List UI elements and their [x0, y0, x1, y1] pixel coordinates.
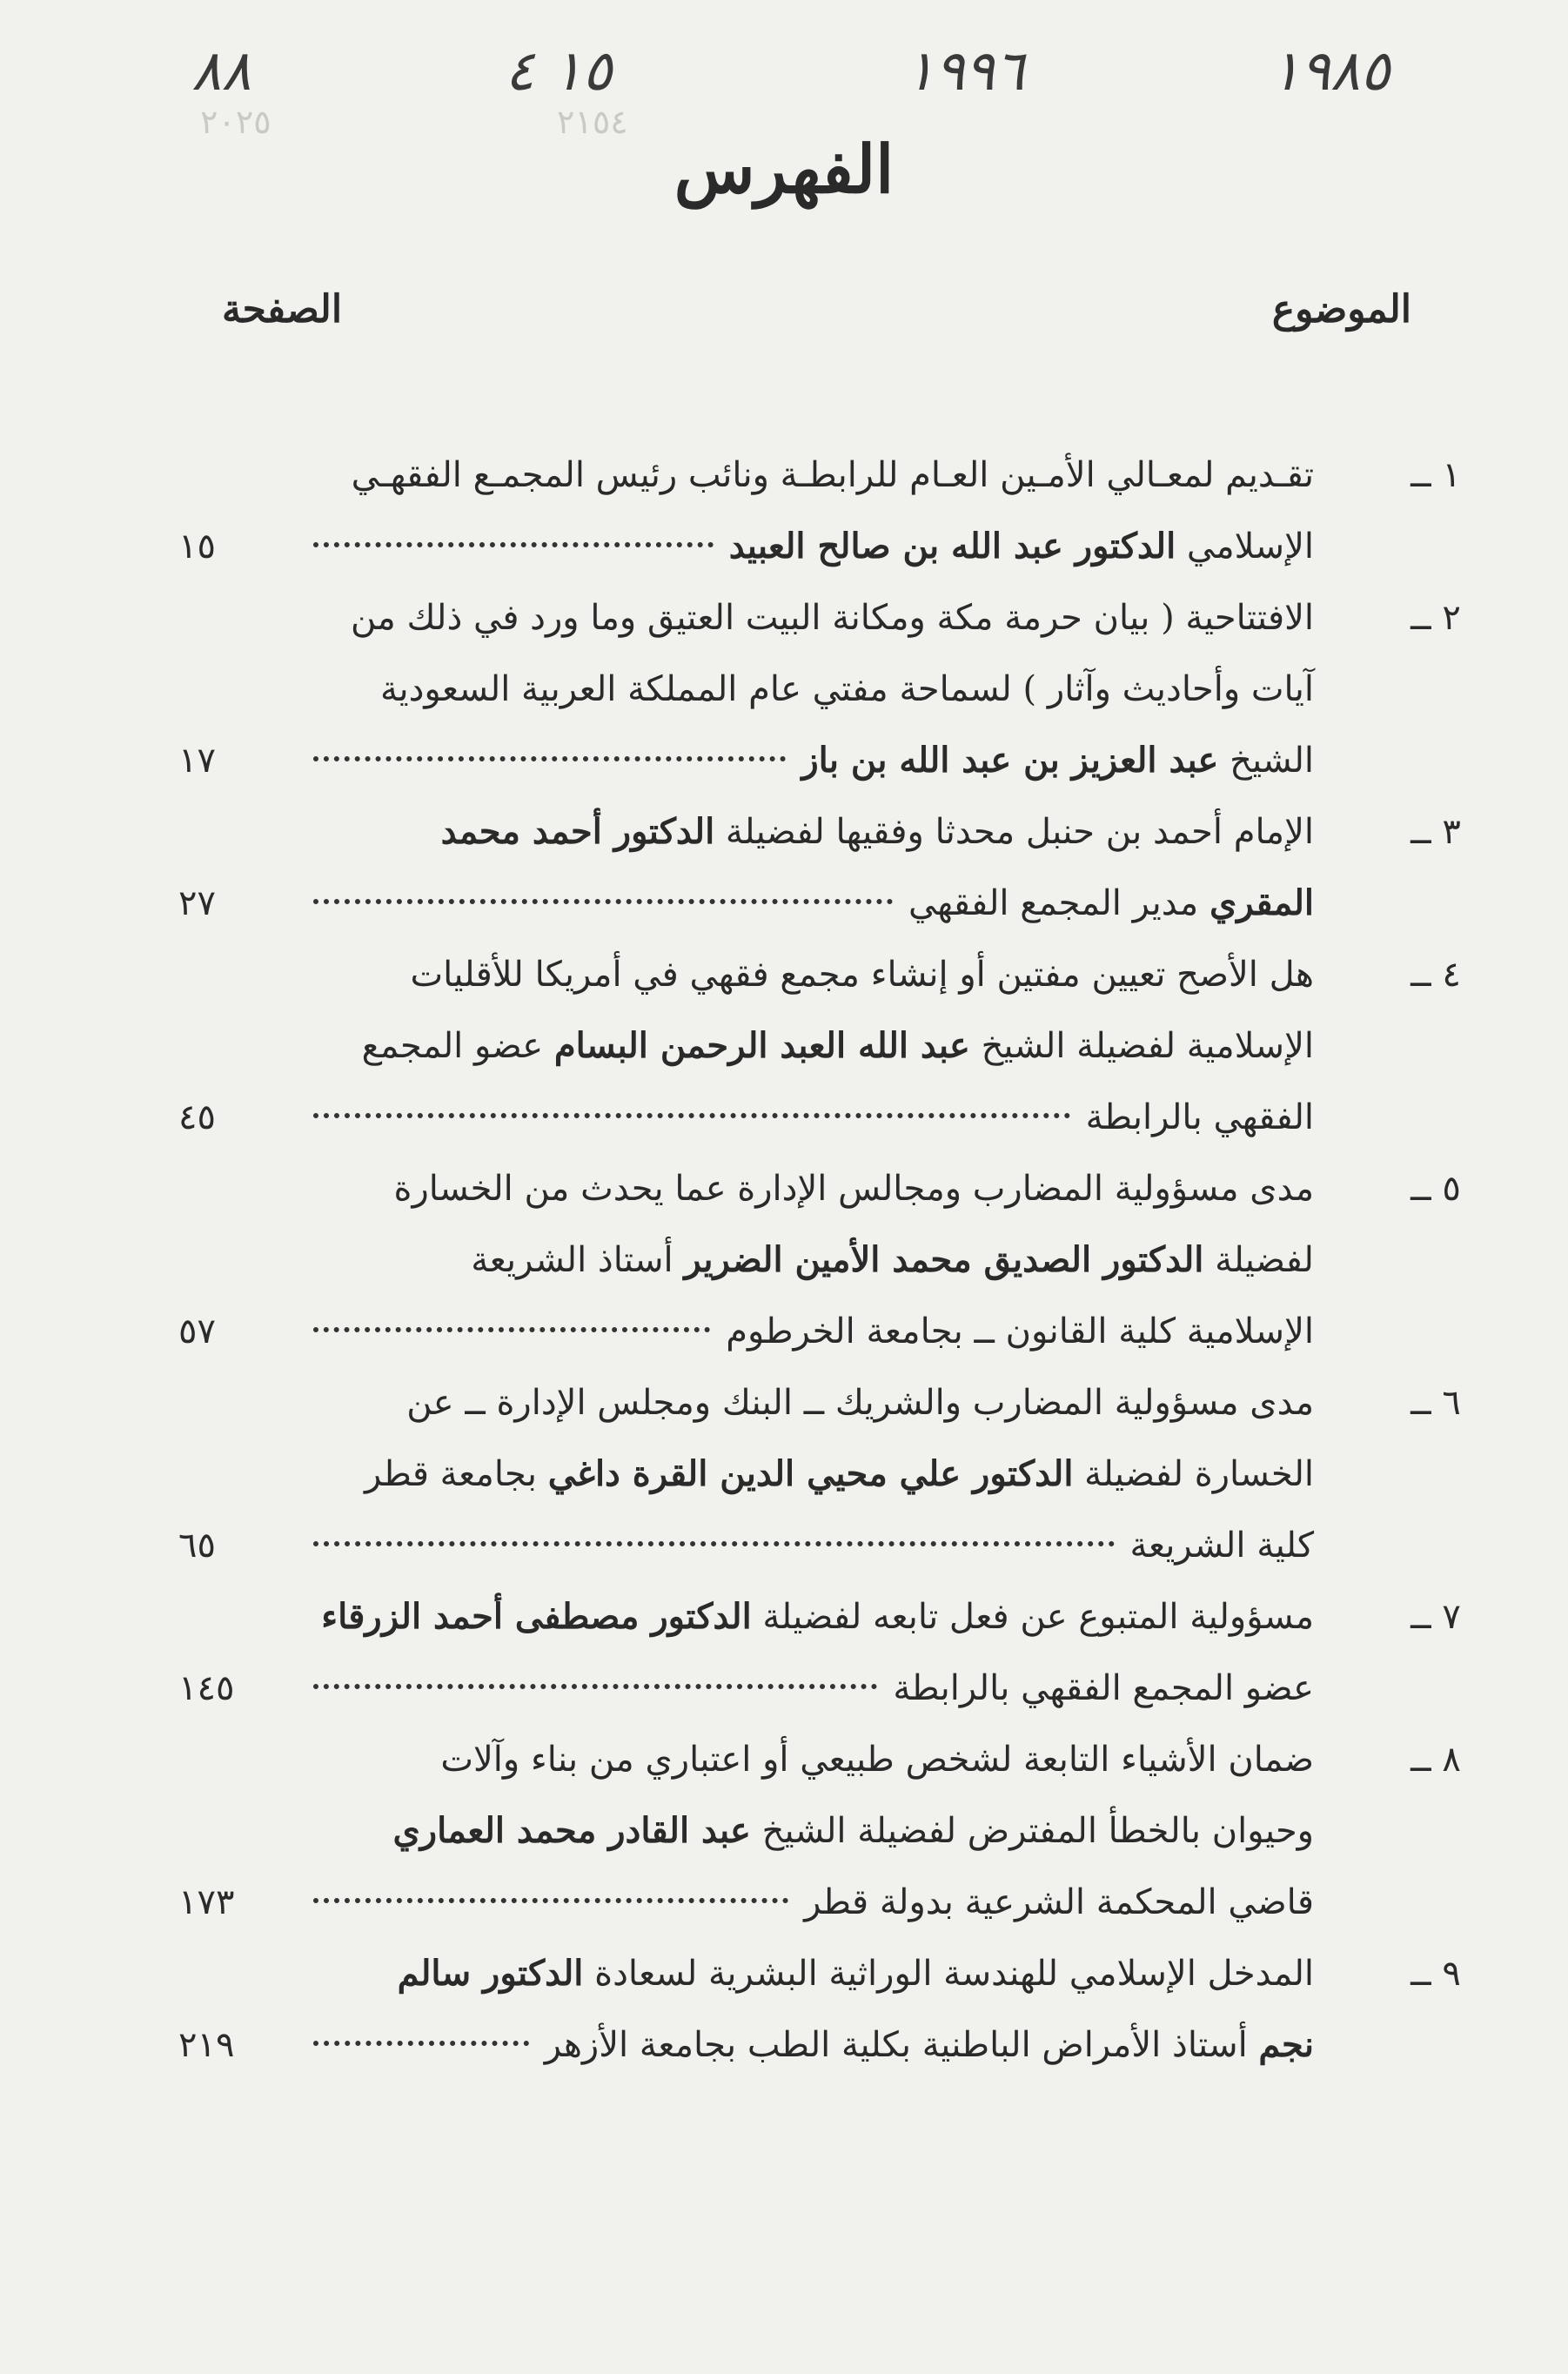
page-number: ٤٥	[178, 1097, 216, 1137]
faint-stamp: ٢١٥٤	[557, 103, 628, 141]
dot-leader	[313, 1684, 877, 1689]
entry-text-line: آيات وأحاديث وآثار ) لسماحة مفتي عام المملكة العربية السعودية	[380, 669, 1314, 709]
entry-text-line	[183, 1795, 1418, 1867]
dot-leader	[313, 1541, 1115, 1546]
entry-text: الخسارة لفضيلة	[1073, 1454, 1314, 1494]
entry-text: أستاذ الشريعة	[471, 1240, 685, 1280]
page-number: ٦٥	[178, 1526, 216, 1566]
toc-entry[interactable]	[178, 796, 1461, 939]
author-name: الدكتور مصطفى أحمد الزرقاء	[321, 1596, 752, 1637]
entry-text-line	[183, 1938, 1418, 2009]
dot-leader	[313, 1898, 788, 1903]
entry-leader-line	[178, 511, 1418, 582]
entry-number: ٤ ــ	[1411, 955, 1461, 995]
page-column-header: الصفحة	[222, 287, 343, 332]
entry-text-line	[183, 1581, 1418, 1653]
entry-text-line: مدى مسؤولية المضارب والشريك ــ البنك ومجلس الإدارة ــ عن	[406, 1383, 1314, 1423]
entry-number: ٨ ــ	[1411, 1740, 1461, 1780]
entry-number: ٣ ــ	[1411, 812, 1461, 852]
entry-text: الإسلامية لفضيلة الشيخ	[969, 1026, 1314, 1066]
entry-text: عضو المجمع الفقهي بالرابطة	[893, 1668, 1314, 1708]
page-number: ١٧	[178, 741, 216, 781]
entry-text-line	[183, 1438, 1418, 1510]
toc-entry[interactable]	[178, 1724, 1461, 1938]
page-number: ١٤٥	[178, 1668, 235, 1708]
topic-column-header: الموضوع	[1271, 287, 1411, 332]
handwritten-note: ١٩٨٥	[1270, 39, 1390, 104]
dot-leader	[313, 2041, 529, 2046]
author-name: الدكتور الصديق محمد الأمين الضرير	[684, 1239, 1204, 1280]
entry-text-line: هل الأصح تعيين مفتين أو إنشاء مجمع فقهي في أمريكا للأقليات	[410, 955, 1314, 995]
entry-text-line	[183, 796, 1418, 868]
entry-leader-line	[178, 725, 1418, 796]
page-number: ٢٧	[178, 883, 216, 923]
entry-text-line	[183, 1010, 1418, 1082]
faint-stamp: ٢٠٢٥	[200, 103, 271, 141]
entry-text: مسؤولية المتبوع عن فعل تابعه لفضيلة	[751, 1597, 1314, 1637]
toc-entry[interactable]	[178, 939, 1461, 1153]
entry-number: ٧ ــ	[1411, 1597, 1461, 1637]
entry-number: ٢ ــ	[1411, 598, 1461, 638]
entry-leader-line	[178, 1510, 1418, 1581]
author-name: عبد القادر محمد العماري	[392, 1810, 751, 1851]
toc-entry[interactable]	[178, 582, 1461, 796]
entry-text: الإمام أحمد بن حنبل محدثا وفقيها لفضيلة	[714, 812, 1314, 852]
entry-text-line	[183, 1224, 1418, 1296]
dot-leader	[313, 756, 786, 761]
author-name: الدكتور علي محيي الدين القرة داغي	[547, 1453, 1074, 1494]
entry-text-line: الافتتاحية ( بيان حرمة مكة ومكانة البيت العتيق وما ورد في ذلك من	[350, 598, 1314, 638]
page-number: ١٧٣	[178, 1882, 235, 1922]
entry-text: كلية الشريعة	[1129, 1526, 1314, 1566]
author-name: عبد العزيز بن عبد الله بن باز	[801, 740, 1219, 781]
handwritten-note: ١٥ ٤	[505, 39, 613, 104]
entry-text: وحيوان بالخطأ المفترض لفضيلة الشيخ	[750, 1811, 1314, 1851]
entry-text-line: تقـديم لمعـالي الأمـين العـام للرابطـة ونائب رئيس المجمـع الفقهـي	[351, 455, 1314, 495]
entry-text: الإسلامي	[1176, 526, 1314, 567]
handwritten-note: ١٩٩٦	[905, 39, 1025, 104]
author-name: الدكتور سالم	[397, 1953, 584, 1994]
author-name: نجم	[1258, 2024, 1314, 2065]
entry-leader-line	[178, 1296, 1418, 1367]
entry-text: مدير المجمع الفقهي	[908, 883, 1210, 923]
dot-leader	[313, 1113, 1070, 1118]
entry-text: عضو المجمع	[361, 1026, 554, 1066]
entry-leader-line	[178, 1653, 1418, 1724]
table-of-contents	[178, 439, 1461, 2081]
page-number: ١٥	[178, 526, 216, 567]
dot-leader	[313, 542, 714, 547]
entry-number: ٥ ــ	[1411, 1169, 1461, 1209]
page-title: الفهرس	[673, 131, 895, 208]
toc-entry[interactable]	[178, 439, 1461, 582]
toc-entry[interactable]	[178, 1581, 1461, 1724]
toc-entry[interactable]	[178, 1153, 1461, 1367]
entry-number: ٩ ــ	[1411, 1954, 1461, 1994]
entry-text: لفضيلة	[1203, 1240, 1314, 1280]
author-name: عبد الله العبد الرحمن البسام	[553, 1025, 970, 1066]
entry-leader-line	[178, 1082, 1418, 1153]
toc-entry[interactable]	[178, 1938, 1461, 2081]
entry-text: قاضي المحكمة الشرعية بدولة قطر	[804, 1882, 1314, 1922]
entry-leader-line	[178, 1867, 1418, 1938]
entry-text: الشيخ	[1218, 741, 1314, 781]
entry-text: أستاذ الأمراض الباطنية بكلية الطب بجامعة الأزهر	[544, 2025, 1259, 2065]
entry-number: ١ ــ	[1411, 455, 1461, 495]
dot-leader	[313, 899, 893, 904]
handwritten-note: ٨٨	[191, 39, 251, 104]
page-number: ٢١٩	[178, 2025, 235, 2065]
toc-entry[interactable]	[178, 1367, 1461, 1581]
entry-text: الفقهي بالرابطة	[1085, 1097, 1314, 1137]
entry-text: الإسلامية كلية القانون ــ بجامعة الخرطوم	[726, 1311, 1314, 1351]
entry-number: ٦ ــ	[1411, 1383, 1461, 1423]
entry-leader-line	[178, 868, 1418, 939]
author-name: الدكتور أحمد محمد	[440, 811, 715, 852]
entry-text-line: مدى مسؤولية المضارب ومجالس الإدارة عما يحدث من الخسارة	[393, 1169, 1314, 1209]
entry-leader-line	[178, 2009, 1418, 2081]
dot-leader	[313, 1327, 710, 1332]
entry-text-line: ضمان الأشياء التابعة لشخص طبيعي أو اعتباري من بناء وآلات	[440, 1740, 1314, 1780]
page-number: ٥٧	[178, 1311, 216, 1351]
entry-text: المدخل الإسلامي للهندسة الوراثية البشرية لسعادة	[583, 1954, 1314, 1994]
entry-text: بجامعة قطر	[364, 1454, 548, 1494]
author-name: الدكتور عبد الله بن صالح العبيد	[728, 526, 1176, 567]
author-name: المقري	[1209, 882, 1314, 923]
